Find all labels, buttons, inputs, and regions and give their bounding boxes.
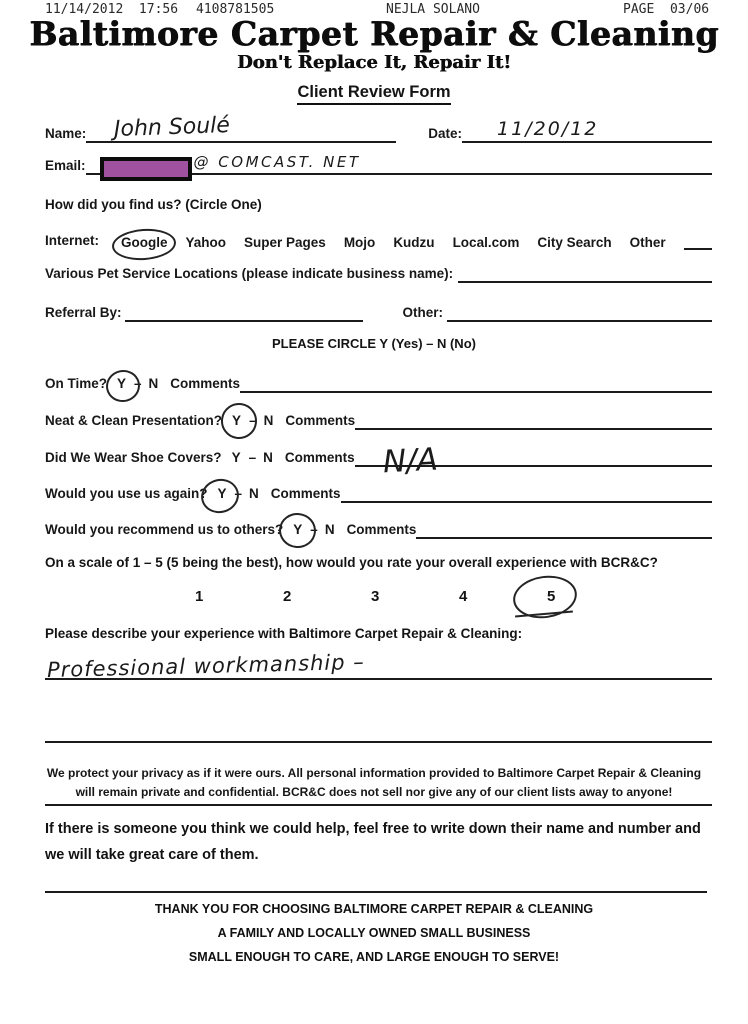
comments-line	[341, 483, 712, 503]
comments-label: Comments	[346, 522, 417, 537]
fax-number: 4108781505	[196, 2, 275, 17]
yn-options	[222, 450, 285, 467]
yn-options	[222, 413, 285, 430]
pet-service-line	[458, 263, 712, 283]
other-line	[447, 302, 712, 322]
option-google: Google	[121, 235, 168, 250]
option-city-search: City Search	[537, 235, 612, 250]
yn-separator: –	[249, 413, 257, 428]
yn-row-on-time	[45, 369, 712, 393]
option-mojo: Mojo	[343, 235, 376, 250]
date-line	[462, 118, 712, 143]
yn-separator: –	[234, 486, 243, 501]
name-label: Name:	[45, 126, 87, 141]
y-option: Y	[231, 450, 241, 465]
date-label: Date:	[428, 126, 463, 141]
experience-prompt: Please describe your experience with Baltimore Carpet Repair & Cleaning:	[45, 626, 523, 641]
comments-label: Comments	[285, 413, 356, 428]
fax-sender-name: NEJLA SOLANO	[386, 2, 480, 17]
referral-note: If there is someone you think we could help, feel free to write down their name and number and we will take great care of them.	[45, 821, 701, 863]
form-title-wrap	[0, 83, 748, 105]
yn-options	[208, 486, 271, 503]
footer-line-2: A FAMILY AND LOCALLY OWNED SMALL BUSINESS	[217, 926, 531, 940]
company-title: Baltimore Carpet Repair & Cleaning	[29, 14, 719, 53]
yn-separator: –	[248, 450, 257, 465]
comments-line	[240, 373, 712, 393]
name-value-handwritten: John Soulé	[113, 112, 231, 143]
google-circle-mark	[111, 227, 177, 262]
na-handwritten: N/A	[381, 441, 439, 481]
experience-line-1	[45, 649, 712, 683]
n-option: N	[263, 413, 274, 428]
yn-separator: –	[310, 522, 318, 537]
find-us-question: How did you find us? (Circle One)	[45, 197, 262, 212]
email-redaction-box	[100, 157, 192, 181]
y-option: Y	[217, 486, 228, 501]
name-line	[86, 112, 396, 143]
email-line	[86, 155, 712, 175]
y-circle-mark	[219, 401, 260, 442]
y-circle-mark	[197, 475, 242, 517]
question-label: Would you use us again?	[45, 486, 208, 501]
y-circle-mark	[103, 367, 143, 405]
referral-row	[45, 300, 712, 322]
question-label: Would you recommend us to others?	[45, 522, 284, 537]
n-option: N	[249, 486, 259, 501]
option-super-pages: Super Pages	[244, 235, 326, 250]
rating-5: 5	[547, 588, 555, 605]
date-value-handwritten: 11/20/12	[497, 118, 599, 140]
rating-1: 1	[195, 588, 204, 605]
rating-scale-row	[45, 588, 712, 614]
comments-line	[416, 519, 712, 539]
referral-line	[125, 302, 363, 322]
yn-options	[107, 376, 170, 393]
comments-label: Comments	[170, 376, 241, 391]
yn-row-recommend	[45, 515, 712, 539]
internet-label: Internet:	[45, 233, 99, 248]
fax-datetime: 11/14/2012 17:56	[45, 2, 179, 17]
rating-3: 3	[371, 588, 380, 605]
y-option: Y	[292, 522, 303, 537]
question-label: Neat & Clean Presentation?	[45, 413, 223, 428]
y-circle-mark	[278, 511, 318, 550]
comments-line	[355, 410, 712, 430]
y-option: Y	[231, 413, 242, 428]
email-row	[45, 151, 712, 175]
option-kudzu: Kudzu	[393, 235, 435, 250]
footer-line-3: SMALL ENOUGH TO CARE, AND LARGE ENOUGH TO SERVE!	[188, 950, 560, 964]
yn-options	[283, 522, 346, 539]
referral-label: Referral By:	[45, 305, 122, 320]
comments-label: Comments	[270, 486, 341, 501]
footer-divider	[45, 891, 707, 893]
option-other: Other	[629, 235, 666, 250]
question-label: Did We Wear Shoe Covers?	[45, 450, 222, 465]
email-value-handwritten: @ COMCAST. NET	[193, 153, 361, 171]
footer	[0, 897, 748, 969]
yn-row-shoe-covers	[45, 441, 712, 481]
n-option: N	[263, 450, 273, 465]
experience-line-2	[45, 715, 712, 743]
form-title: Client Review Form	[297, 83, 450, 105]
option-yahoo: Yahoo	[185, 235, 227, 250]
n-option: N	[324, 522, 335, 537]
rating-2: 2	[283, 588, 292, 605]
circle-instruction: PLEASE CIRCLE Y (Yes) – N (No)	[272, 336, 476, 351]
n-option: N	[148, 376, 159, 391]
yn-row-use-again	[45, 479, 712, 503]
comments-label: Comments	[284, 450, 355, 465]
pet-service-row	[45, 261, 712, 283]
privacy-note: We protect your privacy as if it were ours. All personal information provided to Baltimore Carpet Repair & Cleaning will remain private and confidential. BCR&C does not sell nor give any of our client lists away to anyone!	[46, 766, 702, 799]
name-date-row	[45, 112, 712, 143]
pet-service-label: Various Pet Service Locations (please indicate business name):	[45, 266, 454, 281]
company-tagline: Don't Replace It, Repair It!	[236, 52, 512, 73]
rating-question: On a scale of 1 – 5 (5 being the best), how would you rate your overall experience with BCR&C?	[45, 555, 658, 570]
experience-response-handwritten: Professional workmanship –	[46, 649, 366, 683]
other-label: Other:	[402, 305, 444, 320]
other-option-line	[684, 230, 712, 250]
option-localcom: Local.com	[452, 235, 520, 250]
question-label: On Time?	[45, 376, 108, 391]
fax-page-number: PAGE 03/06	[623, 2, 710, 17]
rating-4: 4	[459, 588, 468, 605]
email-label: Email:	[45, 158, 86, 173]
yn-row-presentation	[45, 406, 712, 430]
comments-line	[355, 441, 712, 481]
internet-options-row	[45, 228, 712, 250]
footer-line-1: THANK YOU FOR CHOOSING BALTIMORE CARPET REPAIR & CLEANING	[154, 902, 594, 916]
y-option: Y	[116, 376, 127, 391]
yn-separator: –	[134, 376, 142, 391]
